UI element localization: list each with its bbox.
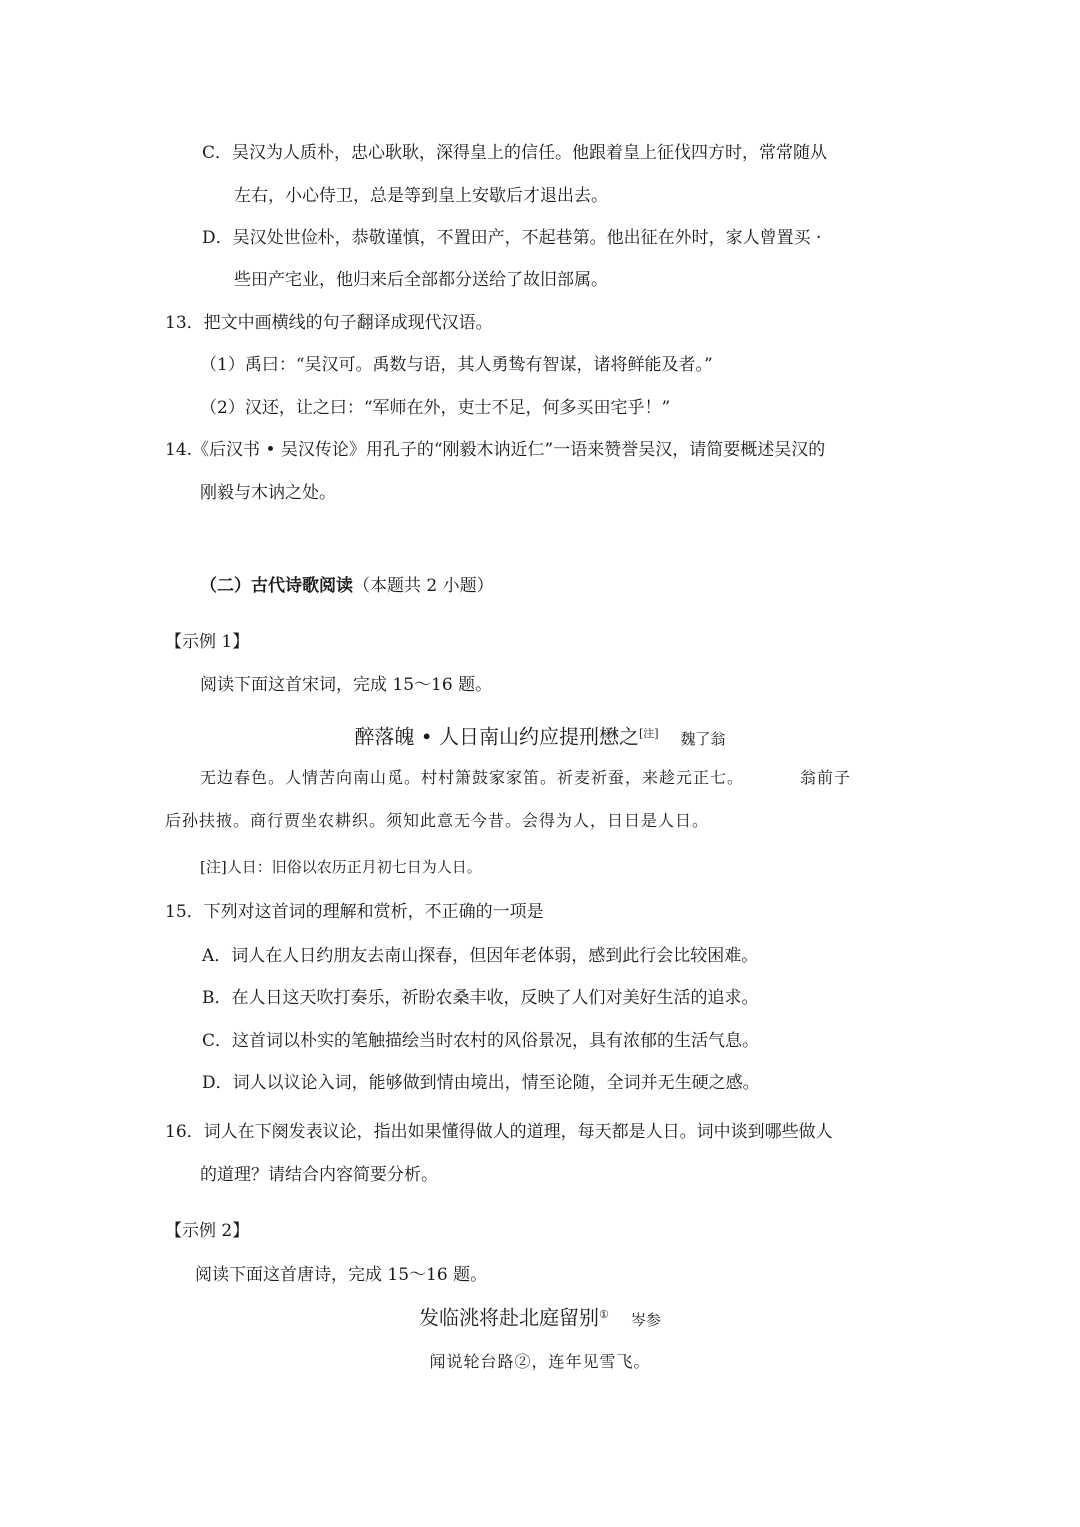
q15-option-a: A．词人在人日约朋友去南山探春，但因年老体弱，感到此行会比较困难。 xyxy=(202,946,759,966)
q12-option-d-line2: 些田产宅业，他归来后全部都分送给了故旧部属。 xyxy=(234,270,608,290)
example1-intro: 阅读下面这首宋词，完成 15～16 题。 xyxy=(200,675,493,695)
q15-option-d: D．词人以议论入词，能够做到情由境出，情至论随，全词并无生硬之感。 xyxy=(202,1073,760,1093)
q14-line2: 刚毅与木讷之处。 xyxy=(200,483,336,503)
example1-poem-header xyxy=(0,722,1080,751)
q16-line1: 16．词人在下阕发表议论，指出如果懂得做人的道理，每天都是人日。词中谈到哪些做人 xyxy=(165,1122,833,1142)
example2-poem-title: 发临洮将赴北庭留别 xyxy=(419,1305,600,1330)
example2-intro: 阅读下面这首唐诗，完成 15～16 题。 xyxy=(195,1265,488,1285)
q14-line1: 14.《后汉书 • 吴汉传论》用孔子的“刚毅木讷近仁”一语来赞誉吴汉，请简要概述吴汉的 xyxy=(165,440,826,460)
q12-option-c-line1: C．吴汉为人质朴，忠心耿耿，深得皇上的信任。他跟着皇上征伐四方时，常常随从 xyxy=(202,143,828,163)
example2-poem-author: 岑参 xyxy=(630,1310,661,1329)
example1-poem-line1-b: 翁前子 xyxy=(800,768,852,787)
example2-poem-line1: 闻说轮台路②，连年见雪飞。 xyxy=(429,1352,651,1371)
q12-option-d-line1: D．吴汉处世俭朴，恭敬谨慎，不置田产，不起巷第。他出征在外时，家人曾置买 · xyxy=(202,228,822,248)
example1-poem-title: 醉落魄 • 人日南山约应提刑懋之 xyxy=(354,724,639,749)
q16-line2: 的道理？请结合内容简要分析。 xyxy=(200,1165,438,1185)
q13-sentence-1: （1）禹曰：“吴汉可。禹数与语，其人勇鸷有智谋，诸将鲜能及者。” xyxy=(200,355,713,375)
q12-option-c-line2: 左右，小心侍卫，总是等到皇上安歇后才退出去。 xyxy=(234,186,608,206)
q13-stem: 13．把文中画横线的句子翻译成现代汉语。 xyxy=(165,313,493,333)
q15-option-c: C．这首词以朴实的笔触描绘当时农村的风俗景况，具有浓郁的生活气息。 xyxy=(202,1031,760,1051)
section-heading-title: （二）古代诗歌阅读 xyxy=(200,576,353,596)
example1-note: [注]人日：旧俗以农历正月初七日为人日。 xyxy=(200,858,482,876)
section-heading-note: （本题共 2 小题） xyxy=(353,576,494,596)
example2-label: 【示例 2】 xyxy=(165,1221,250,1241)
q13-sentence-2: （2）汉还，让之曰：“军师在外，吏士不足，何多买田宅乎！” xyxy=(200,398,671,418)
q15-stem: 15．下列对这首词的理解和赏析，不正确的一项是 xyxy=(165,902,544,922)
example1-poem-line1-a: 无边春色。人情苦向南山觅。村村箫鼓家家笛。祈麦祈蚕，来趁元正七。 xyxy=(200,768,745,787)
example1-title-note: [注] xyxy=(638,727,659,740)
q15-option-b: B．在人日这天吹打奏乐，祈盼农桑丰收，反映了人们对美好生活的追求。 xyxy=(202,988,759,1008)
example2-title-note: ① xyxy=(599,1308,609,1321)
example1-poem-line1 xyxy=(200,766,851,790)
section-heading xyxy=(200,574,494,598)
example1-label: 【示例 1】 xyxy=(165,632,250,652)
example1-poem-author: 魏了翁 xyxy=(680,729,726,748)
example1-poem-line2: 后孙扶掖。商行贾坐农耕织。须知此意无今昔。会得为人，日日是人日。 xyxy=(165,811,710,830)
example2-poem-header xyxy=(0,1303,1080,1332)
